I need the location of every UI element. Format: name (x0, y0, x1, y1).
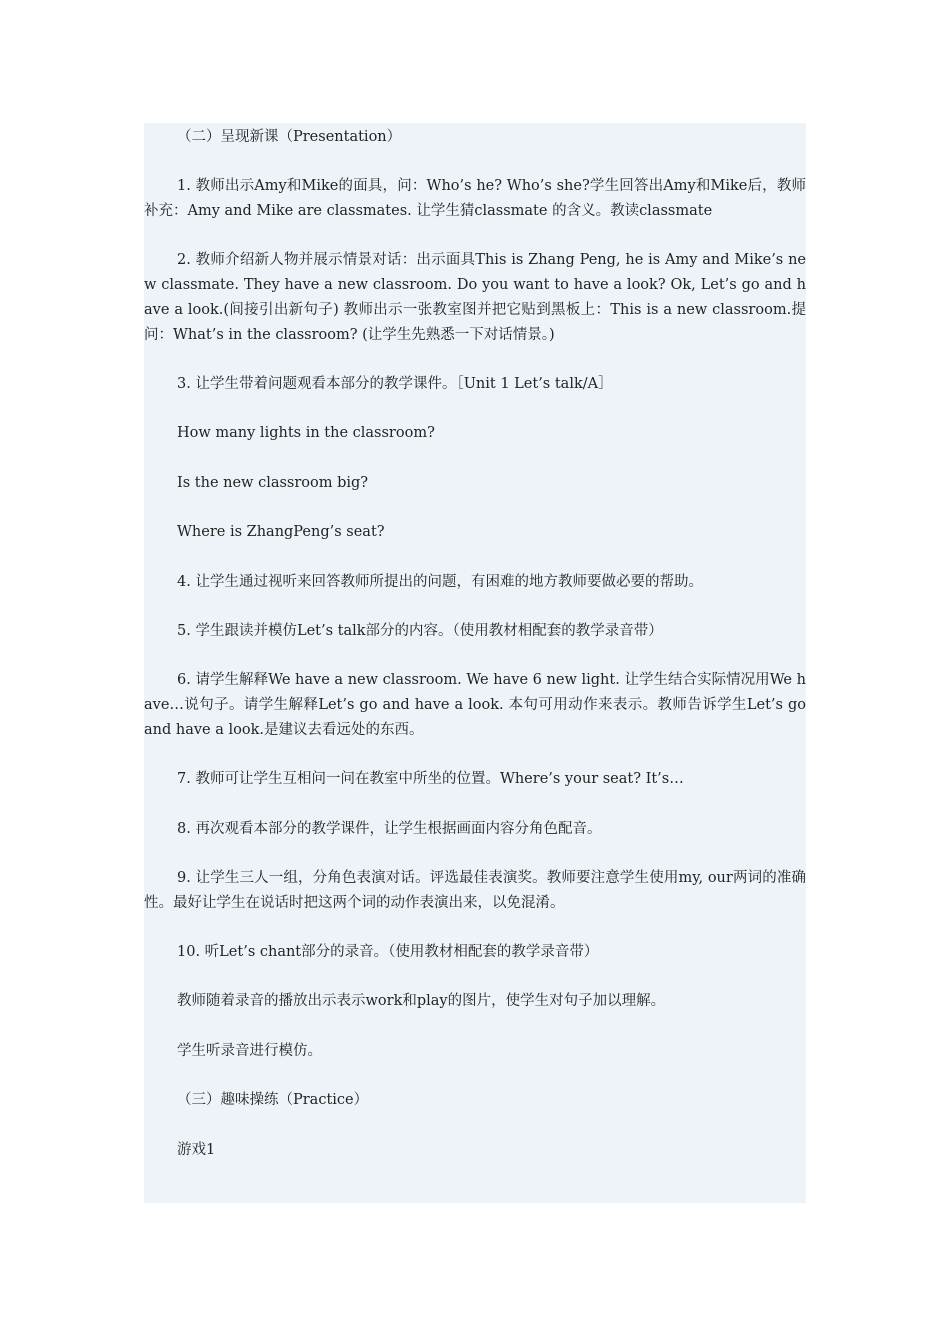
section-heading-presentation: （二）呈现新课（Presentation） (177, 129, 402, 145)
paragraph-step-4: 4. 让学生通过视听来回答教师所提出的问题，有困难的地方教师要做必要的帮助。 (177, 573, 703, 590)
question-lights: How many lights in the classroom? (177, 425, 435, 442)
section-heading-practice: （三）趣味操练（Practice） (177, 1092, 369, 1109)
paragraph-step-2: 2. 教师介绍新人物并展示情景对话：出示面具This is Zhang Peng, he is Amy and Mike’s new classmate. They have a new classroom. Do you want to have a look? Ok, Let’s go and have a look.(间接引出新句子) 教师出示一张教室图并把它贴到黑板上：This is a new classroom.提问：What’s in the classroom? (让学生先熟悉一下对话情景。) (144, 252, 806, 343)
paragraph-step-3: 3. 让学生带着问题观看本部分的教学课件。［Unit 1 Let’s talk/A］ (177, 375, 613, 392)
document-body (144, 123, 806, 1203)
paragraph-step-9: 9. 让学生三人一组，分角色表演对话。评选最佳表演奖。教师要注意学生使用my, our两词的准确性。最好让学生在说话时把这两个词的动作表演出来，以免混淆。 (144, 869, 806, 911)
question-seat: Where is ZhangPeng’s seat? (177, 524, 385, 541)
paragraph-step-10: 10. 听Let’s chant部分的录音。（使用教材相配套的教学录音带） (177, 944, 599, 960)
paragraph-step-7: 7. 教师可让学生互相问一问在教室中所坐的位置。Where’s your seat? It’s… (177, 771, 684, 788)
paragraph-step-1: 1. 教师出示Amy和Mike的面具，问：Who’s he? Who’s she?学生回答出Amy和Mike后，教师补充：Amy and Mike are classmates. 让学生猜classmate 的含义。教读classmate (144, 178, 806, 220)
paragraph-teacher-pictures: 教师随着录音的播放出示表示work和play的图片，使学生对句子加以理解。 (177, 993, 666, 1010)
paragraph-step-6: 6. 请学生解释We have a new classroom. We have 6 new light. 让学生结合实际情况用We have…说句子。请学生解释Let’s go and have a look. 本句可用动作来表示。教师告诉学生Let’s go and have a look.是建议去看远处的东西。 (144, 672, 806, 738)
paragraph-students-imitate: 学生听录音进行模仿。 (177, 1042, 322, 1059)
question-classroom-big: Is the new classroom big? (177, 474, 369, 491)
game-1-heading: 游戏1 (177, 1141, 216, 1158)
paragraph-step-8: 8. 再次观看本部分的教学课件，让学生根据画面内容分角色配音。 (177, 820, 602, 837)
paragraph-step-5: 5. 学生跟读并模仿Let’s talk部分的内容。（使用教材相配套的教学录音带） (177, 622, 663, 639)
